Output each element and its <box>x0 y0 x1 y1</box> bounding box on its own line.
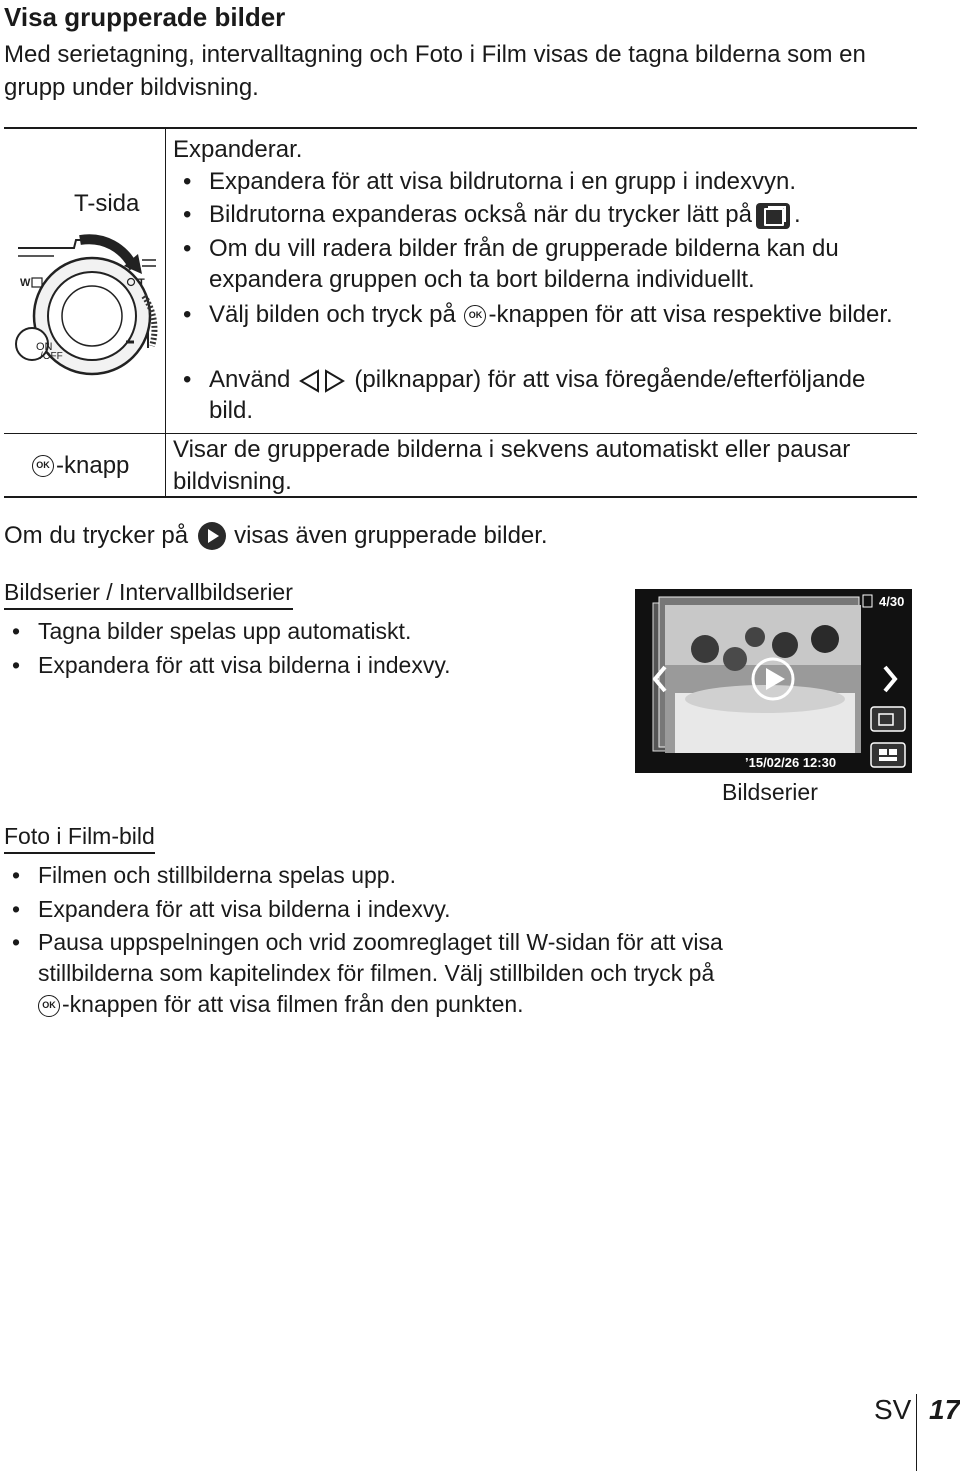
bildserier-bullet-1: • Tagna bilder spelas upp automatiskt. <box>12 616 912 647</box>
camera-screen-preview <box>635 589 912 773</box>
group-playback-icon <box>756 203 790 229</box>
footer-divider <box>916 1394 917 1471</box>
bildserier-bullet-1-text: Tagna bilder spelas upp automatiskt. <box>38 618 412 644</box>
foto-bullet-1-text: Filmen och stillbilderna spelas upp. <box>38 862 396 888</box>
ok-knapp-label <box>30 452 129 480</box>
row1-bullet-3-text: Om du vill radera bilder från de grupperade bilderna kan du expandera gruppen och ta bort bilderna individuellt. <box>209 235 839 293</box>
table-column-divider <box>165 128 166 497</box>
table-top-rule <box>4 127 917 129</box>
foto-bullet-3-text-a: Pausa uppspelningen och vrid zoomreglaget till W-sidan för att visa stillbilderna som kapitelindex för filmen. Välj stillbilden och tryck på <box>38 929 723 986</box>
bildserier-bullet-2-text: Expandera för att visa bilderna i indexvy. <box>38 652 451 678</box>
ok-button-icon: OK <box>464 305 486 327</box>
screen-graphics <box>635 589 912 773</box>
ok-button-icon: OK <box>38 995 60 1017</box>
play-icon <box>198 522 226 550</box>
foto-bullet-3-text-b: -knappen för att visa filmen från den punkten. <box>62 991 524 1017</box>
camera-zoom-lever-illustration <box>14 226 162 426</box>
screen-caption: Bildserier <box>722 779 818 805</box>
row1-bullet-1-text: Expandera för att visa bildrutorna i en grupp i indexvyn. <box>209 168 797 195</box>
on-label: ON <box>36 341 53 353</box>
bildserier-bullet-2: • Expandera för att visa bilderna i indexvy. <box>12 650 912 681</box>
row1-bullet-5: • Använd (pilknappar) för att visa föregående/efterföljande bild. <box>183 366 866 424</box>
bildserier-heading: Bildserier / Intervallbildserier <box>4 579 293 610</box>
date-time-stamp: ’15/02/26 12:30 <box>745 755 837 770</box>
t-sida-label: T-sida <box>74 190 140 217</box>
ok-knapp-text: -knapp <box>56 452 130 479</box>
row1-bullet-5-text-a: Använd <box>209 366 291 393</box>
play-note-text-a: Om du trycker på <box>4 522 189 549</box>
grid-icon <box>32 278 42 287</box>
page-number: 17 <box>929 1394 960 1425</box>
foto-bullet-1: • Filmen och stillbilderna spelas upp. <box>12 860 912 891</box>
section-title: Visa grupperade bilder <box>4 2 286 32</box>
t-label: T <box>138 277 145 289</box>
left-right-arrow-keys-icon <box>298 369 346 393</box>
foto-bullet-3: • Pausa uppspelningen och vrid zoomreglaget till W-sidan för att visa stillbilderna som kapitelindex för filmen. Välj stillbilden och tryck på OK -knappen för att visa filmen från den punkten. <box>12 929 723 1017</box>
ok-button-icon: OK <box>32 455 54 477</box>
row1-bullet-5-text-b: (pilknappar) för att visa föregående/efterföljande bild. <box>209 366 866 424</box>
row1-heading: Expanderar. <box>173 136 303 163</box>
footer-language: SV <box>874 1394 912 1425</box>
foto-bullet-2-text: Expandera för att visa bilderna i indexvy. <box>38 896 451 922</box>
row1-bullet-4-text-b: -knappen för att visa respektive bilder. <box>488 301 893 328</box>
row1-bullet-4: • Välj bilden och tryck på OK -knappen för att visa respektive bilder. <box>183 301 893 328</box>
play-note-text-b: visas även grupperade bilder. <box>234 522 548 549</box>
row1-bullet-2: • Bildrutorna expanderas också när du trycker lätt på . <box>183 201 801 228</box>
row1-bullet-2-text: Bildrutorna expanderas också när du trycker lätt på <box>209 201 752 228</box>
row1-bullet-3: • Om du vill radera bilder från de grupperade bilderna kan du expandera gruppen och ta bort bilderna individuellt. <box>183 233 913 295</box>
frame-counter: 4/30 <box>879 594 905 609</box>
w-label: W <box>20 277 31 289</box>
foto-i-film-heading: Foto i Film-bild <box>4 823 155 854</box>
off-label: /OFF <box>40 351 63 362</box>
play-button-note <box>4 522 548 550</box>
row2-text: Visar de grupperade bilderna i sekvens automatiskt eller pausar bildvisning. <box>173 436 851 495</box>
intro-text: Med serietagning, intervalltagning och Foto i Film visas de tagna bilderna som en grupp under bildvisning. <box>4 41 866 101</box>
row1-bullet-1: • Expandera för att visa bildrutorna i en grupp i indexvyn. <box>183 166 913 197</box>
foto-bullet-2: • Expandera för att visa bilderna i indexvy. <box>12 894 912 925</box>
row1-bullet-4-text-a: Välj bilden och tryck på <box>209 301 456 328</box>
